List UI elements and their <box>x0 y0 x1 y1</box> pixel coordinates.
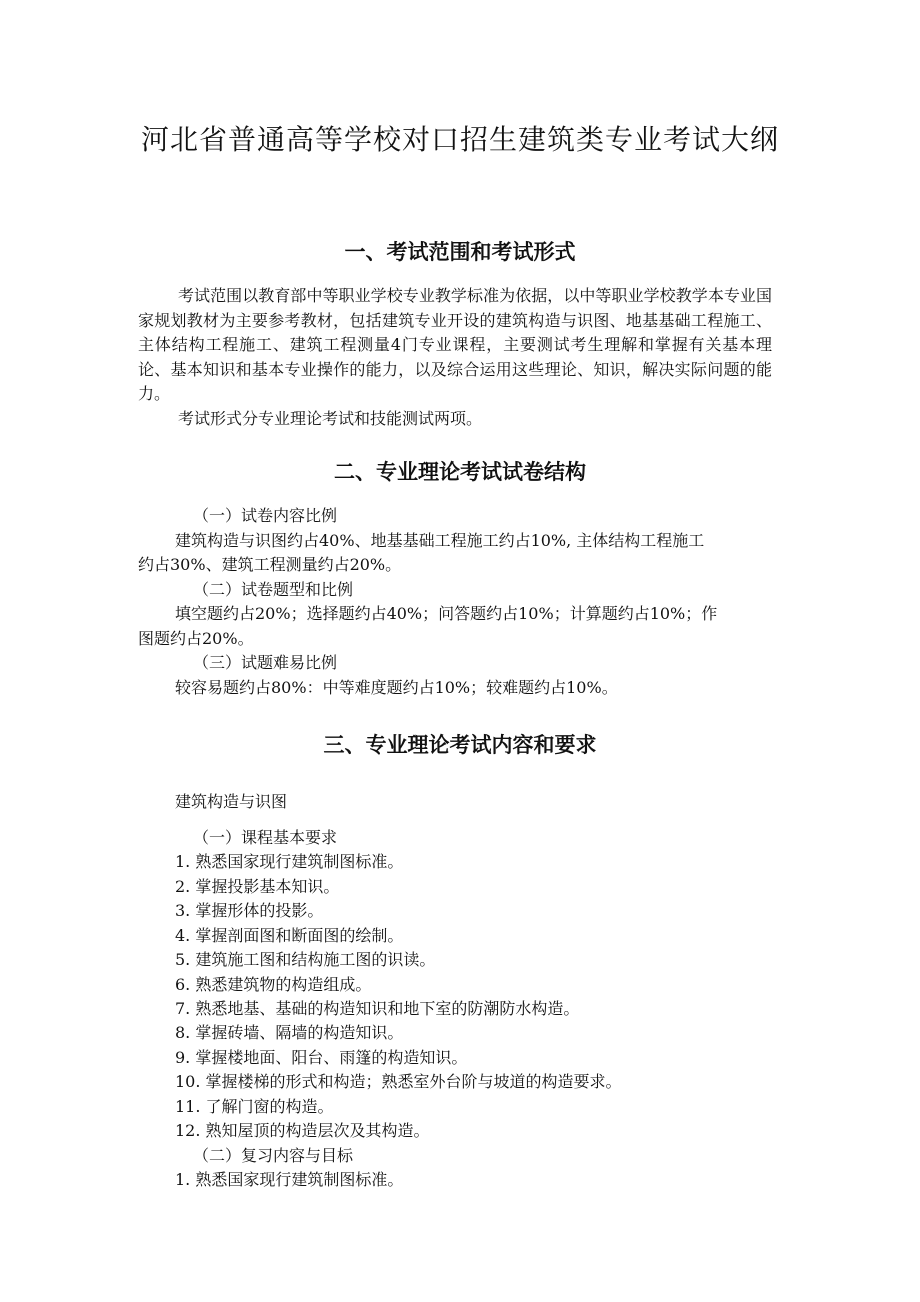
difficulty-line: 较容易题约占80%：中等难度题约占10%；较难题约占10%。 <box>175 678 618 697</box>
question-types-line: 填空题约占20%；选择题约占40%；问答题约占10%；计算题约占10%；作 <box>175 604 718 623</box>
list-item: 12. 熟知屋顶的构造层次及其构造。 <box>175 1121 430 1140</box>
subheading-content-ratio: （一）试卷内容比例 <box>193 506 338 525</box>
list-item: 10. 掌握楼梯的形式和构造；熟悉室外台阶与坡道的构造要求。 <box>175 1072 622 1091</box>
document-title: 河北省普通高等学校对口招生建筑类专业考试大纲 <box>140 123 779 156</box>
list-item: 4. 掌握剖面图和断面图的绘制。 <box>175 926 404 945</box>
subheading-question-types: （二）试卷题型和比例 <box>193 580 354 599</box>
subheading-basic-requirements: （一）课程基本要求 <box>193 828 338 847</box>
list-item: 8. 掌握砖墙、隔墙的构造知识。 <box>175 1023 404 1042</box>
list-item: 1. 熟悉国家现行建筑制图标准。 <box>175 852 404 871</box>
list-item: 7. 熟悉地基、基础的构造知识和地下室的防潮防水构造。 <box>175 999 580 1018</box>
list-item: 5. 建筑施工图和结构施工图的识读。 <box>175 950 436 969</box>
subheading-review-content: （二）复习内容与目标 <box>193 1146 354 1165</box>
list-item: 9. 掌握楼地面、阳台、雨篷的构造知识。 <box>175 1048 468 1067</box>
list-item: 2. 掌握投影基本知识。 <box>175 877 340 896</box>
paragraph-exam-form: 考试形式分专业理论考试和技能测试两项。 <box>178 409 483 428</box>
content-ratio-line: 约占30%、建筑工程测量约占20%。 <box>138 555 402 574</box>
section-heading-scope: 一、考试范围和考试形式 <box>344 240 576 264</box>
list-item: 6. 熟悉建筑物的构造组成。 <box>175 975 372 994</box>
course-name: 建筑构造与识图 <box>175 792 288 811</box>
list-item: 1. 熟悉国家现行建筑制图标准。 <box>175 1170 404 1189</box>
list-item: 3. 掌握形体的投影。 <box>175 901 324 920</box>
paragraph-scope: 考试范围以教育部中等职业学校专业教学标准为依据，以中等职业学校教学本专业国家规划教材为主要参考教材，包括建筑专业开设的建筑构造与识图、地基基础工程施工、主体结构工程施工、建筑工程测量4门专业课程，主要测试考生理解和掌握有关基本理论、基本知识和基本专业操作的能力，以及综合运用这些理论、知识，解决实际问题的能力。 <box>138 286 772 403</box>
section-heading-structure: 二、专业理论考试试卷结构 <box>334 460 586 484</box>
content-ratio-line: 建筑构造与识图约占40%、地基基础工程施工约占10%, 主体结构工程施工 <box>175 531 705 550</box>
subheading-difficulty: （三）试题难易比例 <box>193 653 338 672</box>
list-item: 11. 了解门窗的构造。 <box>175 1097 334 1116</box>
section-heading-content: 三、专业理论考试内容和要求 <box>323 733 597 757</box>
question-types-line: 图题约占20%。 <box>138 629 254 648</box>
